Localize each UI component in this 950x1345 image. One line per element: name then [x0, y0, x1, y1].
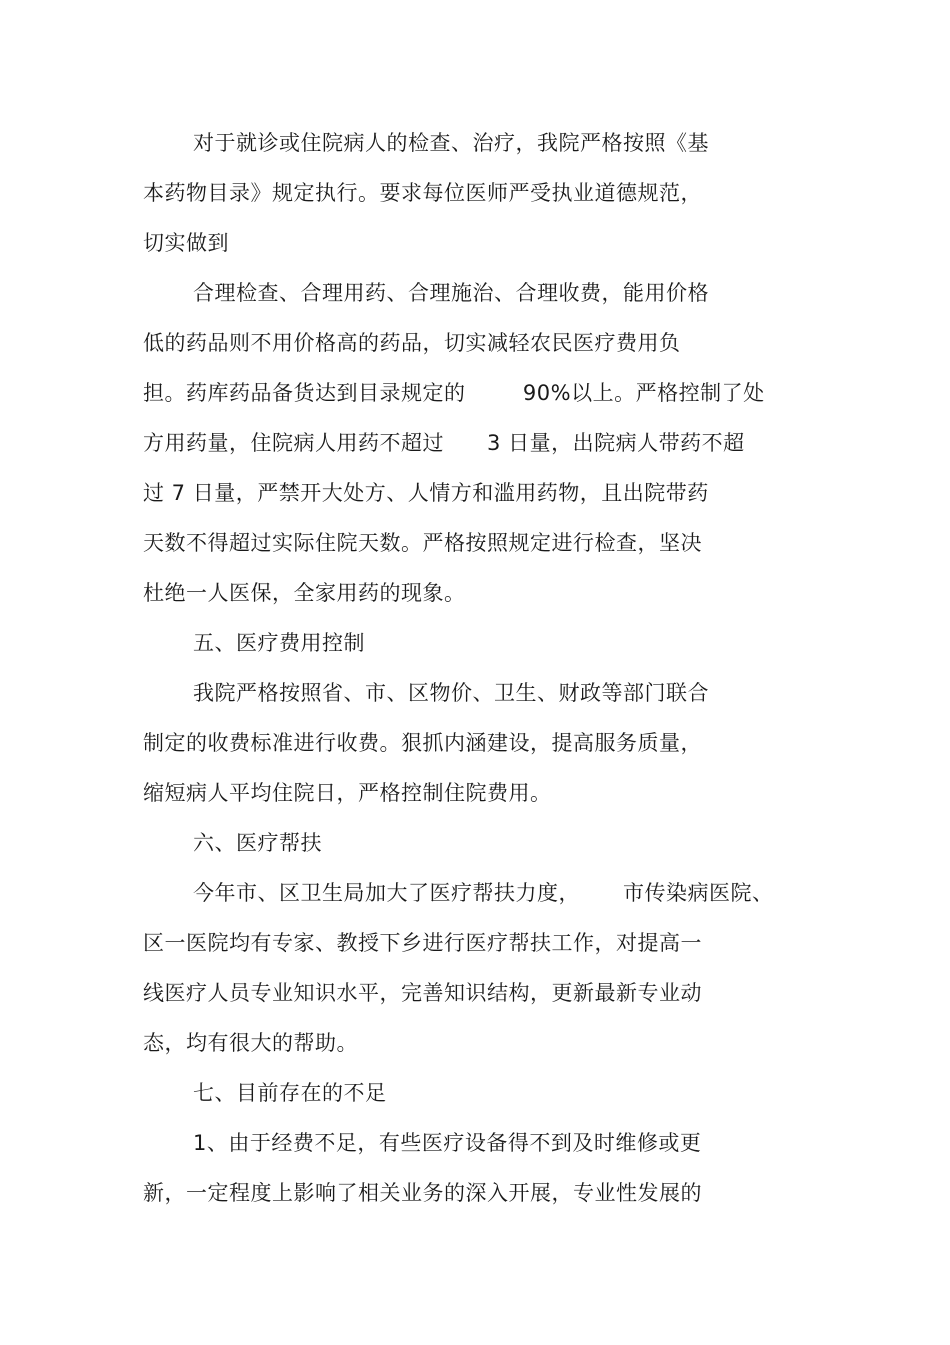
section-heading: 五、医疗费用控制	[193, 631, 365, 655]
paragraph-line: 区一医院均有专家、教授下乡进行医疗帮扶工作，对提高一	[143, 931, 702, 955]
paragraph-line: 合理检查、合理用药、合理施治、合理收费，能用价格	[193, 281, 709, 305]
paragraph-line: 方用药量，住院病人用药不超过 3 日量，出院病人带药不超	[143, 431, 745, 455]
paragraph-line: 制定的收费标准进行收费。狠抓内涵建设，提高服务质量，	[143, 731, 702, 755]
paragraph-line: 今年市、区卫生局加大了医疗帮扶力度， 市传染病医院、	[193, 881, 774, 905]
paragraph-line: 过 7 日量，严禁开大处方、人情方和滥用药物，且出院带药	[143, 481, 709, 505]
paragraph-line: 本药物目录》规定执行。要求每位医师严受执业道德规范，	[143, 181, 702, 205]
paragraph-line: 担。药库药品备货达到目录规定的 90%以上。严格控制了处	[143, 381, 765, 405]
paragraph-line: 低的药品则不用价格高的药品，切实减轻农民医疗费用负	[143, 331, 681, 355]
paragraph-line: 我院严格按照省、市、区物价、卫生、财政等部门联合	[193, 681, 709, 705]
section-heading: 七、目前存在的不足	[193, 1081, 387, 1105]
paragraph-line: 态，均有很大的帮助。	[143, 1031, 358, 1055]
paragraph-line: 线医疗人员专业知识水平，完善知识结构，更新最新专业动	[143, 981, 702, 1005]
paragraph-line: 天数不得超过实际住院天数。严格按照规定进行检查，坚决	[143, 531, 702, 555]
paragraph-line: 缩短病人平均住院日，严格控制住院费用。	[143, 781, 552, 805]
paragraph-line: 新，一定程度上影响了相关业务的深入开展，专业性发展的	[143, 1181, 702, 1205]
paragraph-line: 切实做到	[143, 231, 229, 255]
paragraph-line: 杜绝一人医保，全家用药的现象。	[143, 581, 466, 605]
paragraph-line: 1、由于经费不足，有些医疗设备得不到及时维修或更	[193, 1131, 702, 1155]
section-heading: 六、医疗帮扶	[193, 831, 322, 855]
paragraph-line: 对于就诊或住院病人的检查、治疗，我院严格按照《基	[193, 131, 709, 155]
